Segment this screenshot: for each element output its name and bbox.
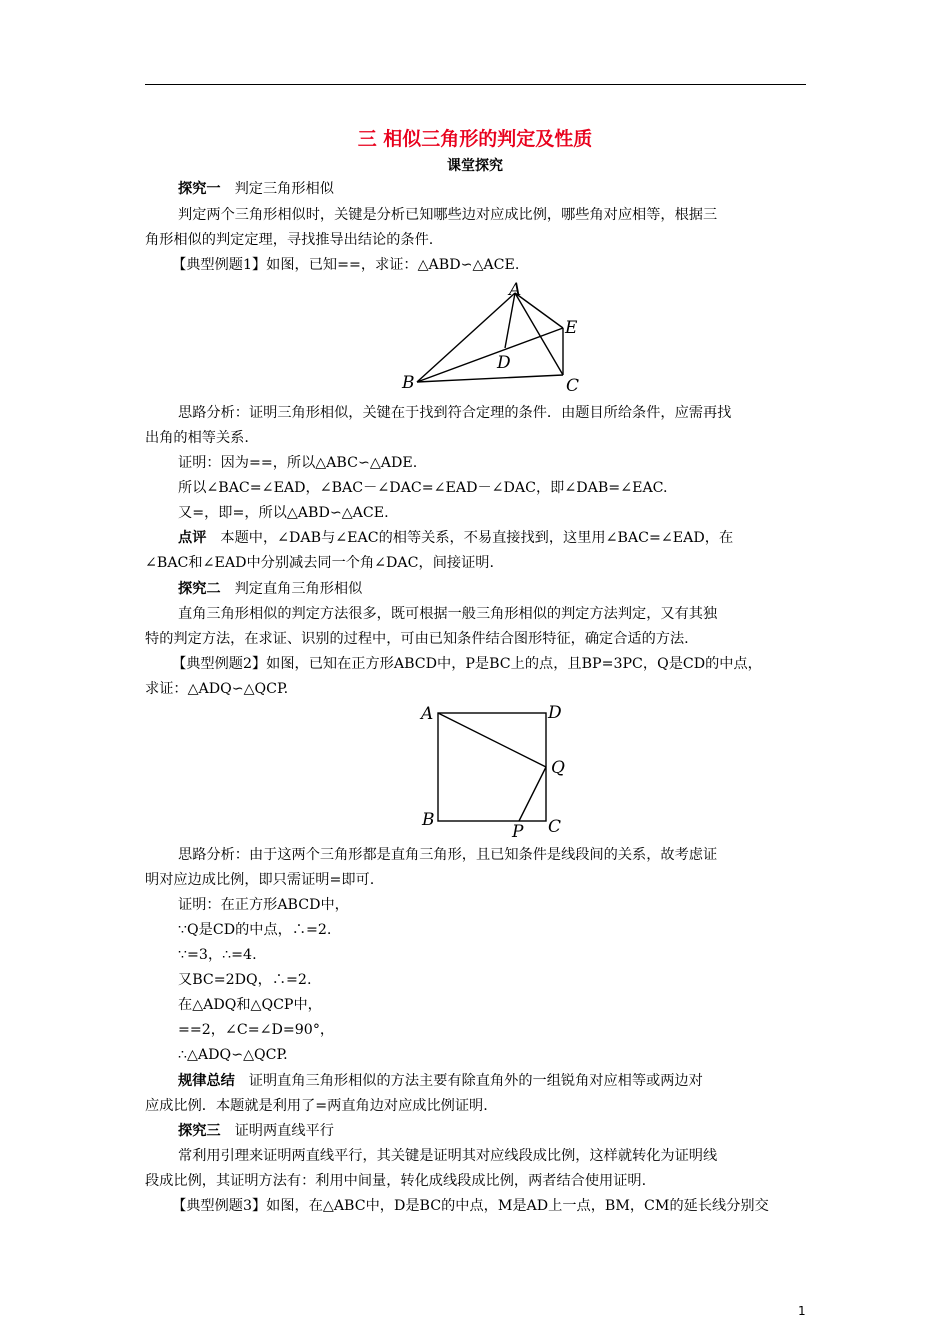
point-e-label: E — [565, 318, 578, 338]
rule-summary-label: 规律总结 — [178, 1073, 235, 1089]
segment-ac — [515, 293, 563, 375]
segment-aq — [438, 713, 546, 767]
example-2-proof-line-7: ∴△ADQ∽△QCP. — [178, 1047, 288, 1063]
point-d-label: D — [548, 703, 562, 723]
rule-summary-line-2: 应成比例．本题就是利用了=两直角边对应成比例证明. — [145, 1098, 488, 1114]
point-a-label: A — [509, 280, 522, 300]
explore-1-paragraph-line-1: 判定两个三角形相似时，关键是分析已知哪些边对应成比例，哪些角对应相等，根据三 — [178, 207, 718, 223]
example-2-proof-line-5: 在△ADQ和△QCP中， — [178, 997, 322, 1013]
point-c-label: C — [566, 376, 580, 396]
example-3-statement-line-1: 【典型例题3】如图，在△ABC中，D是BC的中点，M是AD上一点，BM，CM的延长线分别交 — [172, 1198, 769, 1214]
explore-3-label: 探究三 — [178, 1123, 221, 1139]
point-d-label: D — [497, 353, 511, 373]
point-a-label: A — [421, 704, 434, 724]
example-2-proof-line-1: 证明：在正方形ABCD中， — [178, 897, 349, 913]
segment-ae — [515, 293, 563, 328]
example-2-analysis-line-2: 明对应边成比例，即只需证明=即可. — [145, 872, 375, 888]
example-2-analysis-line-1: 思路分析：由于这两个三角形都是直角三角形，且已知条件是线段间的关系，故考虑证 — [178, 847, 718, 863]
point-p-label: P — [512, 822, 524, 840]
header-rule — [145, 84, 806, 85]
explore-2-paragraph-line-1: 直角三角形相似的判定方法很多，既可根据一般三角形相似的判定方法判定，又有其独 — [178, 606, 718, 622]
page-number: 1 — [798, 1304, 806, 1318]
explore-1-title: 判定三角形相似 — [234, 181, 334, 197]
square-abcd — [438, 713, 546, 821]
example-2-statement-line-2: 求证：△ADQ∽△QCP. — [145, 681, 289, 697]
explore-3-paragraph-line-1: 常利用引理来证明两直线平行，其关键是证明其对应线段成比例，这样就转化为证明线 — [178, 1148, 718, 1164]
example-2-proof-line-6: ==2，∠C=∠D=90°， — [178, 1022, 335, 1038]
example-1-analysis-line-1: 思路分析：证明三角形相似，关键在于找到符合定理的条件．由题目所给条件，应需再找 — [178, 405, 732, 421]
example-1-statement: 【典型例题1】如图，已知==，求证：△ABD∽△ACE. — [172, 257, 520, 273]
example-2-statement-line-1: 【典型例题2】如图，已知在正方形ABCD中，P是BC上的点，且BP=3PC，Q是CD的中点， — [172, 656, 762, 672]
rule-summary-text: 证明直角三角形相似的方法主要有除直角外的一组锐角对应相等或两边对 — [248, 1073, 703, 1089]
example-1-proof-line-1: 证明：因为==，所以△ABC∽△ADE. — [178, 455, 418, 471]
example-2-proof-line-2: ∵Q是CD的中点，∴=2. — [178, 922, 332, 938]
point-b-label: B — [422, 810, 435, 830]
explore-1-paragraph-line-2: 角形相似的判定定理，寻找推导出结论的条件. — [145, 232, 434, 248]
comment-line-2: ∠BAC和∠EAD中分别减去同一个角∠DAC，间接证明. — [145, 555, 494, 571]
comment-line-1 — [178, 529, 843, 547]
explore-3-heading — [178, 1122, 843, 1140]
explore-3-title: 证明两直线平行 — [234, 1123, 334, 1139]
point-b-label: B — [402, 373, 415, 393]
example-1-proof-line-3: 又=，即=，所以△ABD∽△ACE. — [178, 505, 389, 521]
explore-2-title: 判定直角三角形相似 — [234, 581, 363, 597]
segment-bc — [417, 375, 563, 382]
section-title: 课堂探究 — [447, 158, 503, 174]
rule-summary-line-1 — [178, 1072, 843, 1090]
comment-text: 本题中，∠DAB与∠EAC的相等关系，不易直接找到，这里用∠BAC=∠EAD，在 — [220, 530, 734, 546]
example-2-proof-line-3: ∵=3，∴=4. — [178, 947, 257, 963]
explore-2-label: 探究二 — [178, 581, 221, 597]
explore-2-heading — [178, 580, 843, 598]
point-q-label: Q — [551, 758, 565, 778]
example-1-analysis-line-2: 出角的相等关系. — [145, 430, 249, 446]
segment-qp — [519, 767, 546, 821]
segment-be — [417, 328, 563, 382]
explore-1-heading — [178, 180, 843, 198]
figure-2-square — [418, 700, 578, 840]
explore-3-paragraph-line-2: 段成比例，其证明方法有：利用中间量，转化成线段成比例，两者结合使用证明. — [145, 1173, 647, 1189]
page-title: 三 相似三角形的判定及性质 — [357, 128, 593, 150]
example-2-proof-line-4: 又BC=2DQ，∴=2. — [178, 972, 312, 988]
point-c-label: C — [548, 817, 562, 837]
example-1-proof-line-2: 所以∠BAC=∠EAD，∠BAC－∠DAC=∠EAD－∠DAC，即∠DAB=∠EAC. — [178, 480, 668, 496]
figure-1-triangles — [395, 278, 595, 400]
explore-2-paragraph-line-2: 特的判定方法，在求证、识别的过程中，可由已知条件结合图形特征，确定合适的方法. — [145, 631, 689, 647]
explore-1-label: 探究一 — [178, 181, 221, 197]
comment-label: 点评 — [178, 530, 207, 546]
